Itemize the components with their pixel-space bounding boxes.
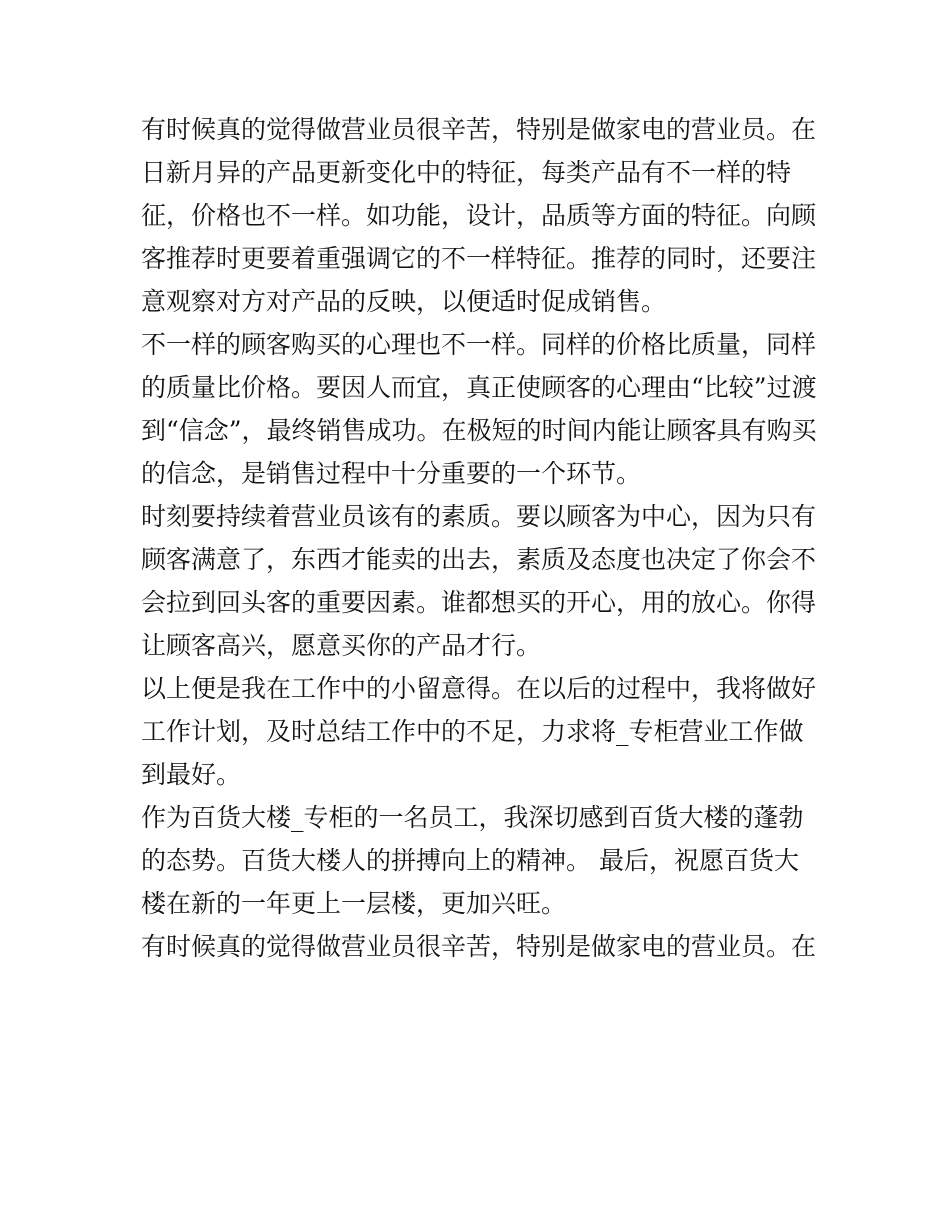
text-line: 客推荐时更要着重强调它的不一样特征。推荐的同时，还要注 — [141, 244, 817, 273]
text-line: 的质量比价格。要因人而宜，真正使顾客的心理由“比较”过渡 — [141, 373, 817, 402]
text-line: 有时候真的觉得做营业员很辛苦，特别是做家电的营业员。在 — [141, 115, 817, 144]
text-line: 顾客满意了，东西才能卖的出去，素质及态度也决定了你会不 — [141, 545, 817, 574]
text-line: 会拉到回头客的重要因素。谁都想买的开心，用的放心。你得 — [141, 588, 817, 617]
text-line: 到最好。 — [141, 760, 242, 789]
text-line: 的信念，是销售过程中十分重要的一个环节。 — [141, 459, 642, 488]
text-line: 作为百货大楼_专柜的一名员工，我深切感到百货大楼的蓬勃 — [141, 803, 804, 832]
text-line: 工作计划，及时总结工作中的不足，力求将_专柜营业工作做 — [141, 717, 804, 746]
text-line: 以上便是我在工作中的小留意得。在以后的过程中，我将做好 — [141, 674, 817, 703]
text-line: 到“信念”，最终销售成功。在极短的时间内能让顾客具有购买 — [141, 416, 817, 445]
text-line: 楼在新的一年更上一层楼，更加兴旺。 — [141, 889, 567, 918]
text-line: 有时候真的觉得做营业员很辛苦，特别是做家电的营业员。在 — [141, 932, 817, 961]
document-body — [141, 108, 821, 968]
text-line: 征，价格也不一样。如功能，设计，品质等方面的特征。向顾 — [141, 201, 817, 230]
text-line: 让顾客高兴，愿意买你的产品才行。 — [141, 631, 542, 660]
text-line: 时刻要持续着营业员该有的素质。要以顾客为中心，因为只有 — [141, 502, 817, 531]
text-line: 日新月异的产品更新变化中的特征，每类产品有不一样的特 — [141, 158, 792, 187]
text-line: 的态势。百货大楼人的拼搏向上的精神。 最后，祝愿百货大 — [141, 846, 799, 875]
text-line: 意观察对方对产品的反映，以便适时促成销售。 — [141, 287, 667, 316]
text-line: 不一样的顾客购买的心理也不一样。同样的价格比质量，同样 — [141, 330, 817, 359]
